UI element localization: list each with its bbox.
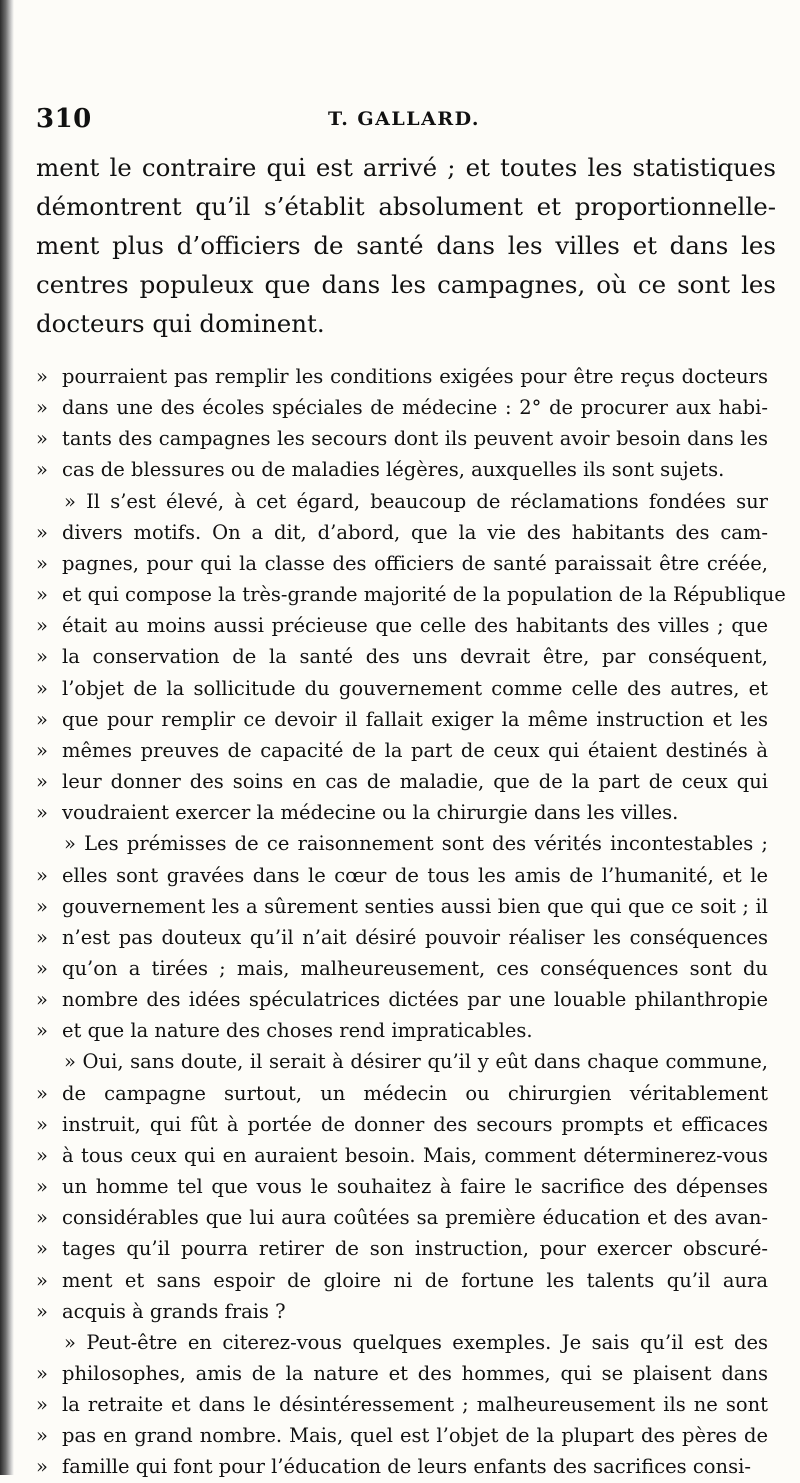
quote-line-text: tages qu’il pourra retirer de son instruction, pour exercer obscuré- <box>62 1237 768 1261</box>
quote-line-text: » Les prémisses de ce raisonnement sont des vérités incontestables ; <box>64 832 768 856</box>
quote-mark: » <box>36 676 48 700</box>
quote-mark: » <box>36 1455 48 1479</box>
quote-mark: » <box>36 1299 48 1323</box>
quote-line-text: leur donner des soins en cas de maladie, que de la part de ceux qui <box>62 770 768 794</box>
quote-mark: » <box>36 925 48 949</box>
quote-line <box>36 548 768 579</box>
quote-mark: » <box>36 801 48 825</box>
quote-line-text: nombre des idées spéculatrices dictées par une louable philanthropie <box>62 988 768 1012</box>
quote-line <box>36 579 786 610</box>
page-number: 310 <box>36 104 92 134</box>
quote-line-text: philosophes, amis de la nature et des hommes, qui se plaisent dans <box>62 1362 768 1385</box>
quote-line-text: et qui compose la très-grande majorité de la population de la République <box>62 583 786 607</box>
text-line: ment plus d’officiers de santé dans les villes et dans les <box>36 231 776 260</box>
quote-line <box>36 1015 768 1046</box>
quote-line <box>36 1233 768 1264</box>
quote-line <box>36 392 768 423</box>
quote-line-text: » Il s’est élevé, à cet égard, beaucoup de réclamations fondées sur <box>64 489 768 513</box>
quote-mark: » <box>36 614 48 638</box>
quote-line-text: qu’on a tirées ; mais, malheureusement, ces conséquences sont du <box>62 956 768 980</box>
quote-line <box>36 1140 768 1171</box>
quote-line <box>36 1327 768 1358</box>
quote-line-text: à tous ceux qui en auraient besoin. Mais, comment déterminerez-vous <box>62 1143 768 1167</box>
quote-mark: » <box>36 1175 48 1199</box>
quote-line <box>36 1451 768 1482</box>
quote-line <box>36 1358 768 1389</box>
page-header <box>36 104 776 140</box>
quote-line <box>36 922 768 953</box>
quote-line <box>36 891 768 922</box>
quote-line <box>36 641 768 672</box>
quote-mark: » <box>36 458 48 482</box>
quote-line-text: tants des campagnes les secours dont ils peuvent avoir besoin dans les <box>62 427 768 451</box>
quote-mark: » <box>36 427 48 451</box>
quote-mark: » <box>36 738 48 762</box>
quote-line <box>36 766 768 797</box>
quote-mark: » <box>36 1143 48 1167</box>
main-paragraph <box>36 148 776 343</box>
quote-mark: » <box>36 1206 48 1230</box>
quote-line-text: pagnes, pour qui la classe des officiers de santé paraissait être créée, <box>62 551 768 575</box>
quote-mark: » <box>36 1081 48 1105</box>
quote-line <box>36 735 768 766</box>
quote-line-text: instruit, qui fût à portée de donner des secours prompts et efficaces <box>62 1112 768 1136</box>
quote-line <box>36 1265 768 1296</box>
quote-line-text: ment et sans espoir de gloire ni de fortune les talents qu’il aura <box>62 1268 768 1292</box>
quote-mark: » <box>36 707 48 731</box>
quote-mark: » <box>36 956 48 980</box>
quote-line <box>36 673 768 704</box>
quote-mark: » <box>36 520 48 544</box>
quote-line-text: l’objet de la sollicitude du gouvernement comme celle des autres, et <box>62 676 768 700</box>
quote-mark: » <box>36 365 48 388</box>
quote-mark: » <box>36 863 48 887</box>
quote-mark: » <box>36 1268 48 1292</box>
quote-line-text: famille qui font pour l’éducation de leurs enfants des sacrifices consi- <box>62 1455 751 1479</box>
quote-line <box>36 486 768 517</box>
quote-line-text: voudraient exercer la médecine ou la chirurgie dans les villes. <box>62 801 679 825</box>
quote-line-text: la conservation de la santé des uns devrait être, par conséquent, <box>62 645 768 669</box>
quote-line-text: n’est pas douteux qu’il n’ait désiré pouvoir réaliser les conséquences <box>62 925 768 949</box>
quote-line <box>36 953 768 984</box>
quote-line <box>36 797 768 828</box>
quote-line <box>36 1078 768 1109</box>
quote-mark: » <box>36 770 48 794</box>
quote-line-text: et que la nature des choses rend impraticables. <box>62 1019 533 1043</box>
quote-line-text: divers motifs. On a dit, d’abord, que la vie des habitants des cam- <box>62 520 768 544</box>
quote-line <box>36 1420 768 1451</box>
quote-line-text: » Oui, sans doute, il serait à désirer qu’il y eût dans chaque commune, <box>64 1050 768 1074</box>
text-line: ment le contraire qui est arrivé ; et toutes les statistiques <box>36 153 776 182</box>
quote-line <box>36 423 768 454</box>
quote-line-text: gouvernement les a sûrement senties aussi bien que qui que ce soit ; il <box>62 894 768 918</box>
page-binding-shadow <box>0 0 14 1475</box>
quote-mark: » <box>36 583 48 607</box>
quote-line-text: considérables que lui aura coûtées sa première éducation et des avan- <box>62 1206 768 1230</box>
quoted-passage <box>36 361 786 1483</box>
quote-line <box>36 984 768 1015</box>
quote-line-text: acquis à grands frais ? <box>62 1299 286 1323</box>
quote-line <box>36 610 768 641</box>
quote-line-text: un homme tel que vous le souhaitez à faire le sacrifice des dépenses <box>62 1175 768 1199</box>
text-line: centres populeux que dans les campagnes, où ce sont les <box>36 270 776 299</box>
quote-line <box>36 454 768 485</box>
quote-line <box>36 1171 768 1202</box>
text-line: docteurs qui dominent. <box>36 309 325 338</box>
quote-line-text: que pour remplir ce devoir il fallait exiger la même instruction et les <box>62 707 768 731</box>
quote-mark: » <box>36 1019 48 1043</box>
quote-line-text: la retraite et dans le désintéressement ; malheureusement ils ne sont <box>62 1393 768 1417</box>
quote-line-text: cas de blessures ou de maladies légères, auxquelles ils sont sujets. <box>62 458 725 482</box>
quote-mark: » <box>36 645 48 669</box>
quote-line-text: » Peut-être en citerez-vous quelques exemples. Je sais qu’il est des <box>64 1330 768 1354</box>
quote-mark: » <box>36 988 48 1012</box>
quote-line <box>36 361 768 392</box>
quote-line-text: elles sont gravées dans le cœur de tous les amis de l’humanité, et le <box>62 863 768 887</box>
quote-line <box>36 1202 768 1233</box>
quote-mark: » <box>36 894 48 918</box>
quote-line <box>36 704 768 735</box>
quote-line-text: était au moins aussi précieuse que celle des habitants des villes ; que <box>62 614 768 638</box>
quote-mark: » <box>36 396 48 420</box>
quote-line <box>36 828 768 859</box>
quote-line-text: pas en grand nombre. Mais, quel est l’objet de la plupart des pères de <box>62 1424 768 1448</box>
quote-mark: » <box>36 1393 48 1417</box>
running-head: T. GALLARD. <box>328 108 481 130</box>
quote-line <box>36 1109 768 1140</box>
quote-line-text: de campagne surtout, un médecin ou chirurgien véritablement <box>62 1081 768 1105</box>
text-line: démontrent qu’il s’établit absolument et proportionnelle- <box>36 192 776 221</box>
quote-mark: » <box>36 1237 48 1261</box>
quote-line-text: pourraient pas remplir les conditions exigées pour être reçus docteurs <box>62 365 768 388</box>
quote-line-text: dans une des écoles spéciales de médecine : 2° de procurer aux habi- <box>62 396 768 420</box>
quote-mark: » <box>36 551 48 575</box>
quote-mark: » <box>36 1424 48 1448</box>
quote-line <box>36 1046 768 1077</box>
quote-mark: » <box>36 1112 48 1136</box>
quote-line <box>36 860 768 891</box>
quote-line <box>36 517 768 548</box>
quote-line <box>36 1389 768 1420</box>
quote-mark: » <box>36 1362 48 1385</box>
quote-line-text: mêmes preuves de capacité de la part de ceux qui étaient destinés à <box>62 738 768 762</box>
quote-line <box>36 1296 768 1327</box>
